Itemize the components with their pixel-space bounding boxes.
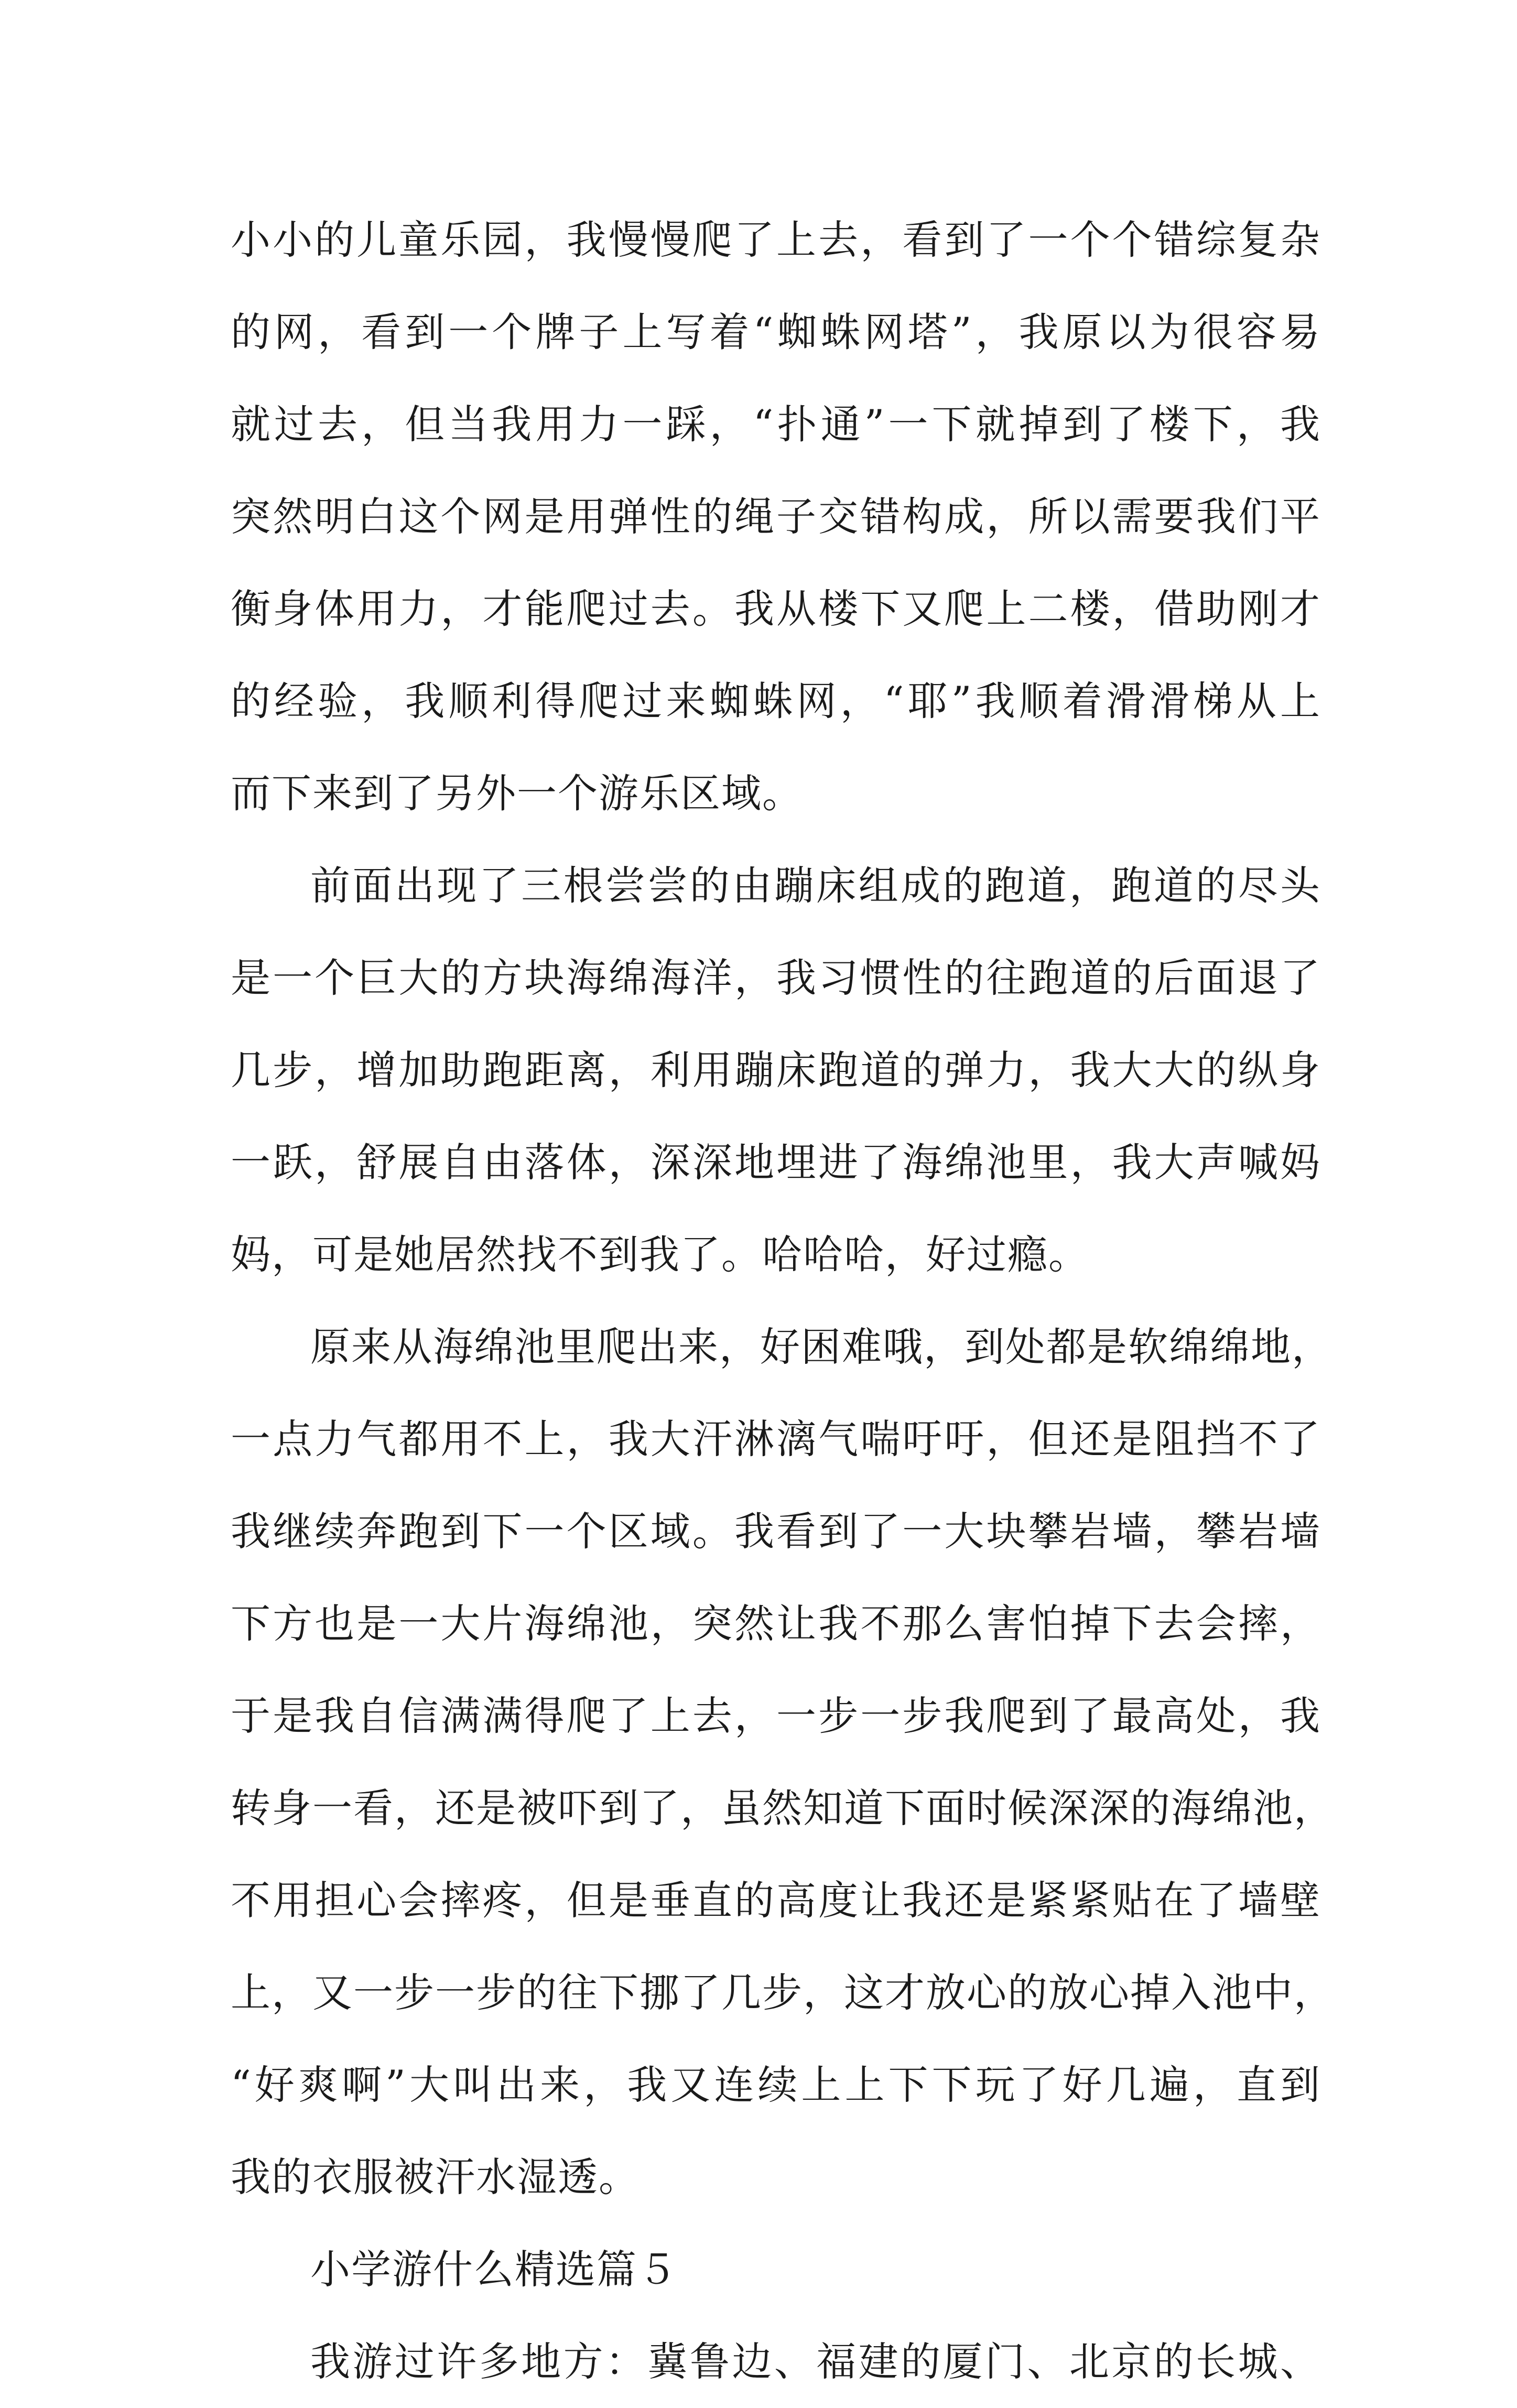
document-body: [231, 194, 1335, 2408]
text-line: 一跃，舒展自由落体，深深地埋进了海绵池里，我大声喊妈: [231, 1139, 1321, 1186]
text-line: 衡身体用力，才能爬过去。我从楼下又爬上二楼，借助刚才: [231, 585, 1321, 632]
text-line: 的经验，我顺利得爬过来蜘蛛网，“耶”我顺着滑滑梯从上: [231, 678, 1321, 724]
text-line: 几步，增加助跑距离，利用蹦床跑道的弹力，我大大的纵身: [231, 1047, 1321, 1093]
text-line: 是一个巨大的方块海绵海洋，我习惯性的往跑道的后面退了: [231, 954, 1321, 1001]
text-line: 下方也是一大片海绵池，突然让我不那么害怕掉下去会摔，: [231, 1600, 1321, 1647]
text-line: 突然明白这个网是用弹性的绳子交错构成，所以需要我们平: [231, 493, 1321, 540]
text-line: 妈，可是她居然找不到我了。哈哈哈，好过瘾。: [231, 1231, 1089, 1278]
text-line: 前面出现了三根尝尝的由蹦床组成的跑道，跑道的尽头: [310, 862, 1321, 909]
text-line: 小小的儿童乐园，我慢慢爬了上去，看到了一个个错综复杂: [231, 216, 1321, 263]
text-line: 就过去，但当我用力一踩，“扑通”一下就掉到了楼下，我: [231, 401, 1321, 448]
text-line: 我游过许多地方：冀鲁边、福建的厦门、北京的长城、: [310, 2338, 1321, 2385]
text-line: 而下来到了另外一个游乐区域。: [231, 770, 803, 817]
text-line: 转身一看，还是被吓到了，虽然知道下面时候深深的海绵池，: [231, 1785, 1335, 1831]
text-line: 我的衣服被汗水湿透。: [231, 2154, 640, 2200]
text-line: 一点力气都用不上，我大汗淋漓气喘吁吁，但还是阻挡不了: [231, 1416, 1321, 1462]
text-line: 小学游什么精选篇５: [310, 2246, 678, 2293]
text-line: 的网，看到一个牌子上写着“蜘蛛网塔”，我原以为很容易: [231, 309, 1321, 355]
text-line: 上，又一步一步的往下挪了几步，这才放心的放心掉入池中，: [231, 1969, 1335, 2016]
text-line: “好爽啊”大叫出来，我又连续上上下下玩了好几遍，直到: [231, 2062, 1321, 2108]
text-line: 于是我自信满满得爬了上去，一步一步我爬到了最高处，我: [231, 1693, 1321, 1739]
text-line: 我继续奔跑到下一个区域。我看到了一大块攀岩墙，攀岩墙: [231, 1508, 1321, 1555]
text-line: 不用担心会摔疼，但是垂直的高度让我还是紧紧贴在了墙壁: [231, 1877, 1321, 1924]
text-line: 原来从海绵池里爬出来，好困难哦，到处都是软绵绵地，: [310, 1324, 1332, 1370]
